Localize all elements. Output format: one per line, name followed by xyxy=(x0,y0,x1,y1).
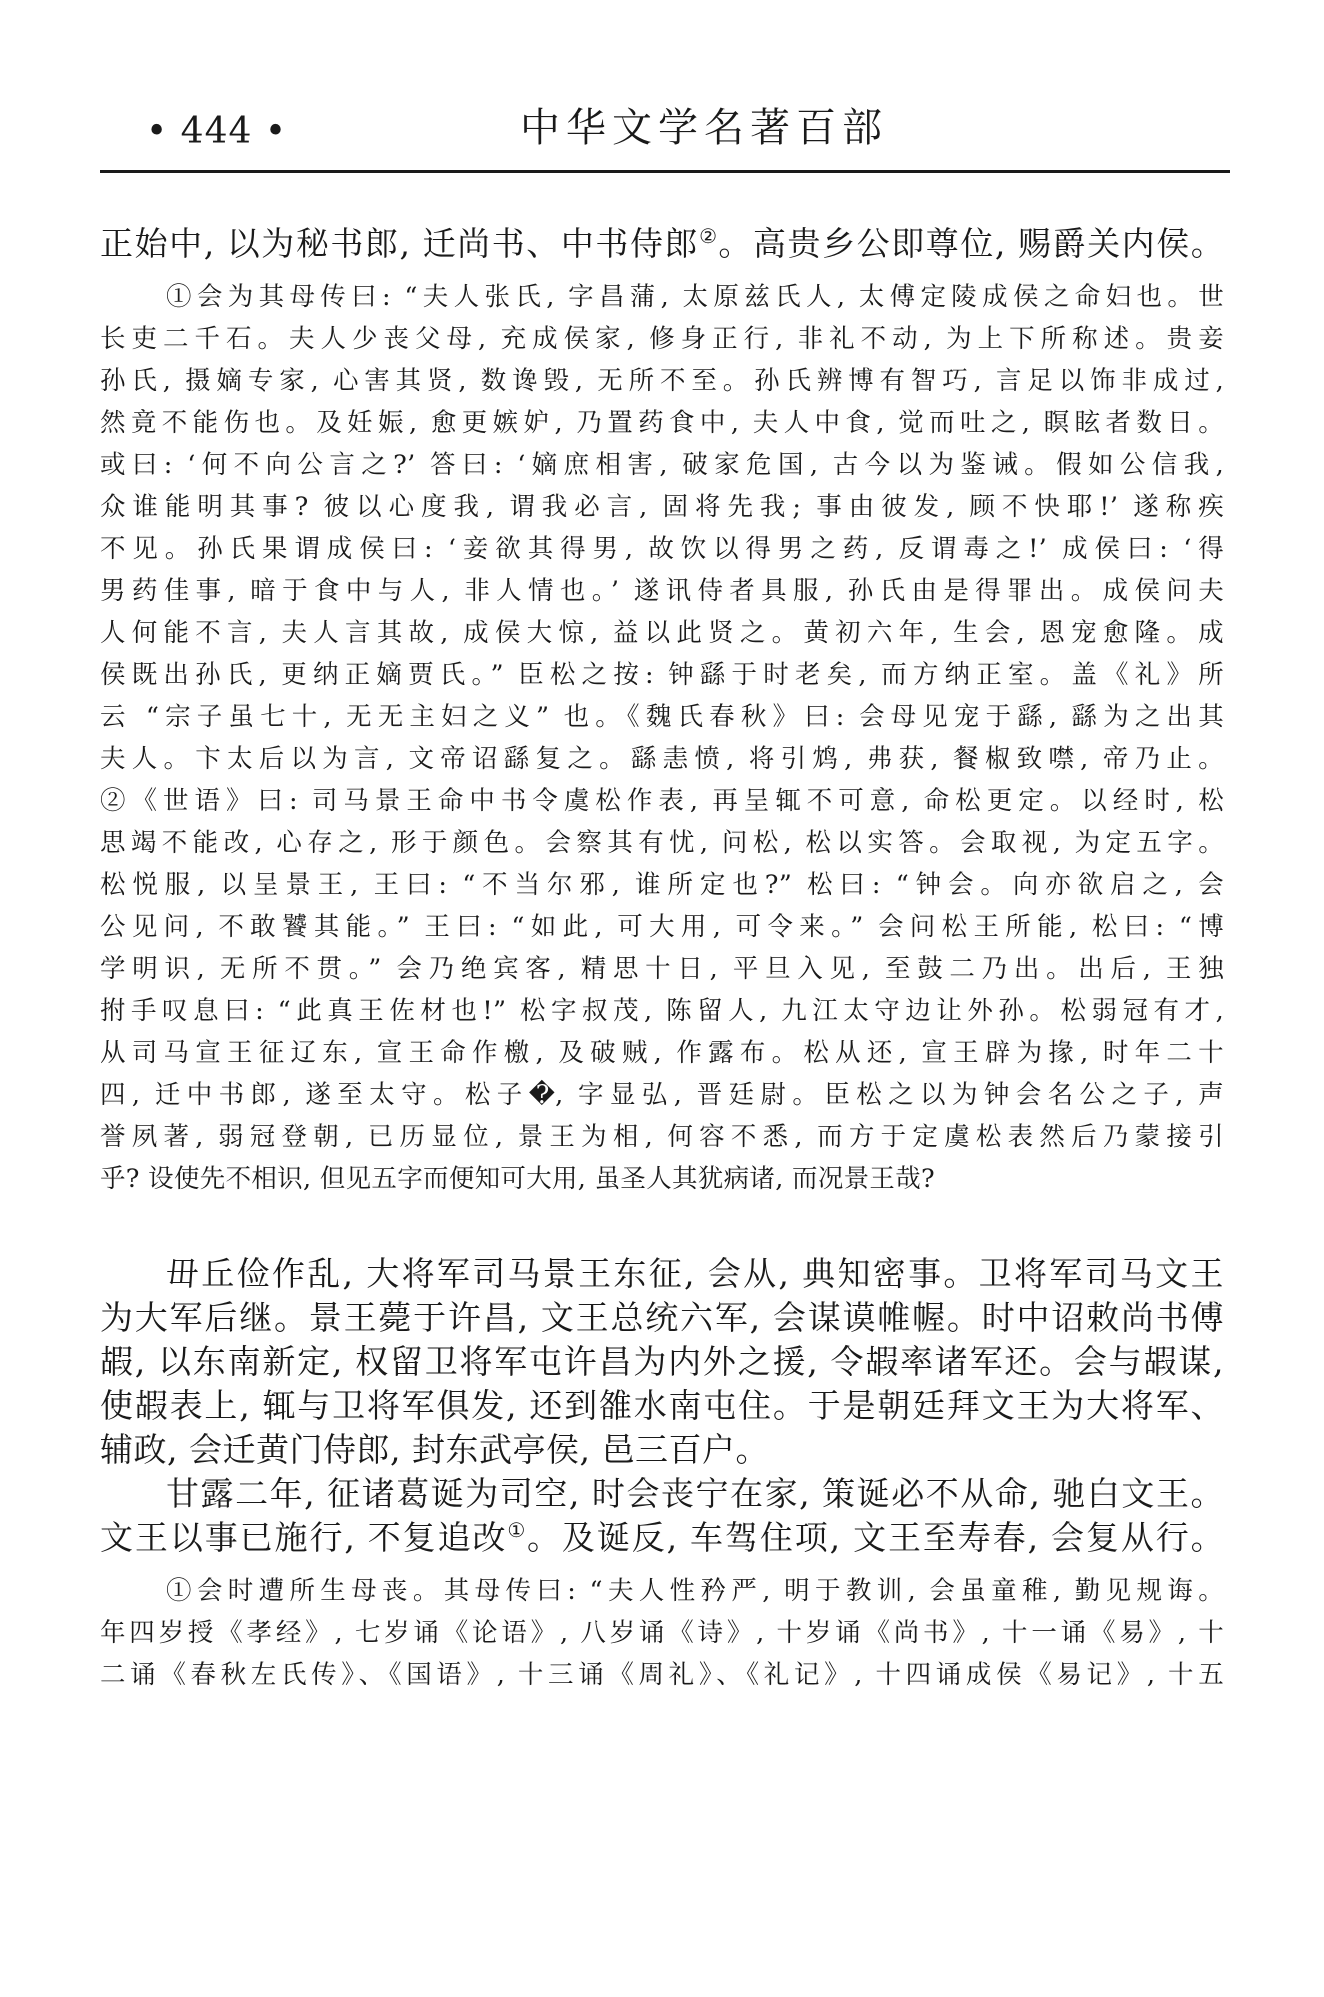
annotation-line: ②《世语》曰: 司马景王命中书令虞松作表, 再呈辄不可意, 命松更定。以经时, 松 xyxy=(100,786,1224,816)
main-text-line: 嘏, 以东南新定, 权留卫将军屯许昌为内外之援, 令嘏率诸军还。会与嘏谋, xyxy=(100,1342,1224,1381)
main-text-line: 辅政, 会迁黄门侍郎, 封东武亭侯, 邑三百户。 xyxy=(100,1430,769,1469)
annotation-line: 公见问, 不敢饕其能。” 王曰: “如此, 可大用, 可令来。” 会问松王所能, 松曰: “博 xyxy=(100,912,1224,942)
main-text-line: 甘露二年, 征诸葛诞为司空, 时会丧宁在家, 策诞必不从命, 驰白文王。 xyxy=(166,1474,1224,1513)
annotation-line: 誉夙著, 弱冠登朝, 已历显位, 景王为相, 何容不悉, 而方于定虞松表然后乃蒙接引 xyxy=(100,1122,1224,1152)
footnote-marker: ① xyxy=(507,1519,528,1542)
annotation-line: 年四岁授《孝经》, 七岁诵《论语》, 八岁诵《诗》, 十岁诵《尚书》, 十一诵《易》, 十 xyxy=(100,1618,1224,1648)
annotation-line: 拊手叹息曰: “此真王佐材也!” 松字叔茂, 陈留人, 九江太守边让外孙。松弱冠有才, xyxy=(100,996,1224,1026)
page-number: • 444 • xyxy=(146,111,288,152)
annotation-line: 从司马宣王征辽东, 宣王命作檄, 及破贼, 作露布。松从还, 宣王辟为掾, 时年二十 xyxy=(100,1038,1224,1068)
annotation-line: 思竭不能改, 心存之, 形于颜色。会察其有忧, 问松, 松以实答。会取视, 为定五字。 xyxy=(100,828,1224,858)
annotation-block xyxy=(100,1570,1224,1696)
annotation-line: 云 “宗子虽七十, 无无主妇之义” 也。《魏氏春秋》曰: 会母见宠于繇, 繇为之出其 xyxy=(100,702,1224,732)
annotation-line: 松悦服, 以呈景王, 王曰: “不当尔邪, 谁所定也?” 松曰: “钟会。向亦欲启之, 会 xyxy=(100,870,1224,900)
annotation-line: 学明识, 无所不贯。” 会乃绝宾客, 精思十日, 平旦入见, 至鼓二乃出。出后, 王独 xyxy=(100,954,1224,984)
annotation-line: 人何能不言, 夫人言其故, 成侯大惊, 益以此贤之。黄初六年, 生会, 恩宠愈隆。成 xyxy=(100,618,1224,648)
main-text-line: 毌丘俭作乱, 大将军司马景王东征, 会从, 典知密事。卫将军司马文王 xyxy=(166,1254,1224,1293)
annotation-line: 孙氏, 摄嫡专家, 心害其贤, 数谗毁, 无所不至。孙氏辨博有智巧, 言足以饰非成过, xyxy=(100,366,1224,396)
main-text-line: 正始中, 以为秘书郎, 迁尚书、中书侍郎②。高贵乡公即尊位, 赐爵关内侯。 xyxy=(100,224,1225,263)
page-body xyxy=(100,222,1224,1696)
footnote-marker: ② xyxy=(699,225,719,248)
annotation-block xyxy=(100,276,1224,1200)
main-text-line: 文王以事已施行, 不复追改①。及诞反, 车驾住项, 文王至寿春, 会复从行。 xyxy=(100,1518,1225,1557)
annotation-line: ①会时遭所生母丧。其母传曰: “夫人性矜严, 明于教训, 会虽童稚, 勤见规诲。 xyxy=(166,1576,1224,1606)
annotation-line: 夫人。卞太后以为言, 文帝诏繇复之。繇恚愤, 将引鸩, 弗获, 餐椒致噤, 帝乃止。 xyxy=(100,744,1224,774)
annotation-line: 侯既出孙氏, 更纳正嫡贾氏。” 臣松之按: 钟繇于时老矣, 而方纳正室。盖《礼》所 xyxy=(100,660,1224,690)
header-divider xyxy=(100,170,1230,173)
annotation-line: 乎? 设使先不相识, 但见五字而便知可大用, 虽圣人其犹病诸, 而况景王哉? xyxy=(100,1164,935,1194)
paragraph-gap xyxy=(100,1200,1224,1252)
annotation-line: 四, 迁中书郎, 遂至太守。松子�, 字显弘, 晋廷尉。臣松之以为钟会名公之子, 声 xyxy=(100,1080,1224,1110)
annotation-line: ①会为其母传曰: “夫人张氏, 字昌蒲, 太原兹氏人, 太傅定陵成侯之命妇也。世 xyxy=(166,282,1224,312)
annotation-line: 众谁能明其事? 彼以心度我, 谓我必言, 固将先我; 事由彼发, 顾不快耶!’ 遂称疾 xyxy=(100,492,1224,522)
main-text-line: 为大军后继。景王薨于许昌, 文王总统六军, 会谋谟帷幄。时中诏敕尚书傅 xyxy=(100,1298,1224,1337)
book-title: 中华文学名著百部 xyxy=(520,105,888,151)
annotation-line: 二诵《春秋左氏传》、《国语》, 十三诵《周礼》、《礼记》, 十四诵成侯《易记》, 十五 xyxy=(100,1660,1224,1690)
page-header xyxy=(100,106,1230,164)
annotation-line: 然竟不能伤也。及妊娠, 愈更嫉妒, 乃置药食中, 夫人中食, 觉而吐之, 瞑眩者数日。 xyxy=(100,408,1224,438)
annotation-line: 或曰: ‘何不向公言之?’ 答曰: ‘嫡庶相害, 破家危国, 古今以为鉴诫。假如公信我, xyxy=(100,450,1224,480)
annotation-line: 男药佳事, 暗于食中与人, 非人情也。’ 遂讯侍者具服, 孙氏由是得罪出。成侯问夫 xyxy=(100,576,1224,606)
annotation-line: 长吏二千石。夫人少丧父母, 充成侯家, 修身正行, 非礼不动, 为上下所称述。贵妾 xyxy=(100,324,1224,354)
annotation-line: 不见。孙氏果谓成侯曰: ‘妾欲其得男, 故饮以得男之药, 反谓毒之!’ 成侯曰: ‘得 xyxy=(100,534,1224,564)
main-text-line: 使嘏表上, 辄与卫将军俱发, 还到雒水南屯住。于是朝廷拜文王为大将军、 xyxy=(100,1386,1224,1425)
